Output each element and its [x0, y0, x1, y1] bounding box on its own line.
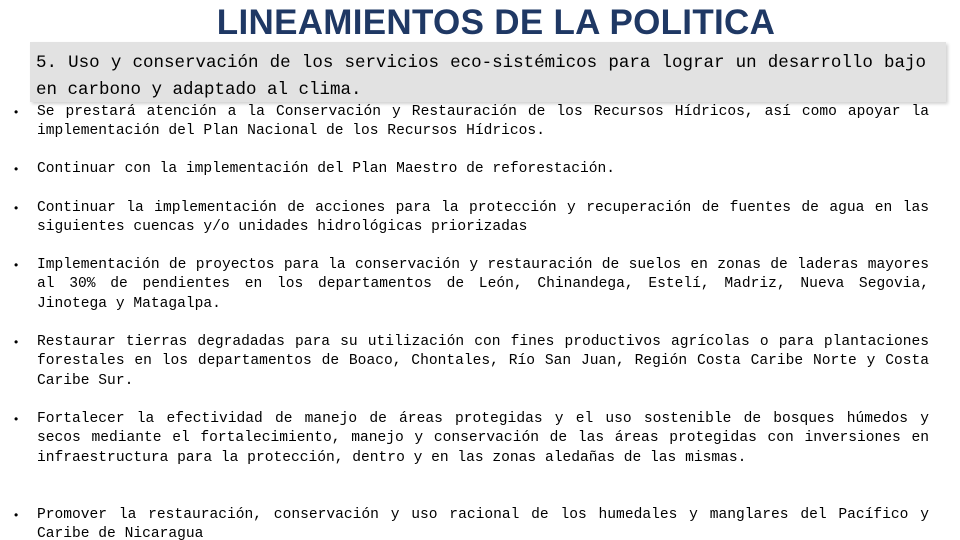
bullet-dot-icon: • — [14, 508, 19, 522]
bullet-text: Promover la restauración, conservación y uso racional de los humedales y manglares del Pacífico y Caribe de Nicaragua — [37, 507, 929, 540]
bullet-item — [14, 199, 929, 238]
bullet-item — [14, 256, 929, 314]
bullet-text: Restaurar tierras degradadas para su utilización con fines productivos agrícolas o para plantaciones forestales en los departamentos de Boaco, Chontales, Río San Juan, Región Costa Caribe Norte y Costa Caribe Sur. — [37, 334, 929, 389]
subtitle-text: 5. Uso y conservación de los servicios eco-sistémicos para lograr un desarrollo bajo en carbono y adaptado al clima. — [36, 53, 926, 100]
bullet-text: Implementación de proyectos para la conservación y restauración de suelos en zonas de laderas mayores al 30% de pendientes en los departamentos de León, Chinandega, Estelí, Madriz, Nueva Segovia, Jinotega y Matagalpa. — [37, 257, 929, 312]
bullet-dot-icon: • — [14, 201, 19, 215]
bullet-text: Continuar con la implementación del Plan Maestro de reforestación. — [37, 161, 616, 177]
bullet-dot-icon: • — [14, 105, 19, 119]
bullet-item — [14, 410, 929, 468]
bullet-dot-icon: • — [14, 412, 19, 426]
bullet-item — [14, 333, 929, 391]
bullet-text: Se prestará atención a la Conservación y Restauración de los Recursos Hídricos, así como apoyar la implementación del Plan Nacional de los Recursos Hídricos. — [37, 104, 929, 140]
bullet-dot-icon: • — [14, 258, 19, 272]
bullet-dot-icon: • — [14, 335, 19, 349]
bullet-item — [14, 160, 929, 179]
slide-title: LINEAMIENTOS DE LA POLITICA — [216, 3, 776, 42]
bullet-dot-icon: • — [14, 162, 19, 176]
bullet-text: Fortalecer la efectividad de manejo de áreas protegidas y el uso sostenible de bosques húmedos y secos mediante el fortalecimiento, manejo y conservación de las áreas protegidas con inversiones en infraestructura para la protección, dentro y en las zonas aledañas de las mismas. — [37, 411, 929, 466]
bullet-item — [14, 103, 929, 142]
bullet-text: Continuar la implementación de acciones para la protección y recuperación de fuentes de agua en las siguientes cuencas y/o unidades hidrológicas priorizadas — [37, 200, 929, 236]
bullet-item — [14, 506, 929, 540]
